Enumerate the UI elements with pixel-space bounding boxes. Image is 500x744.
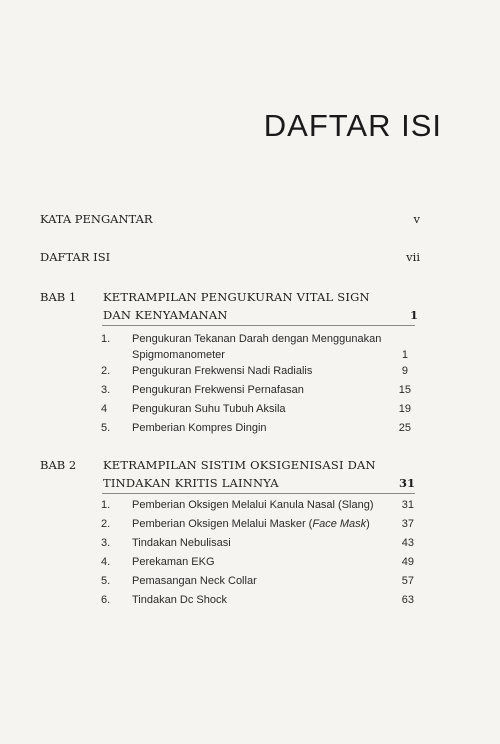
chapter-page: 31 — [398, 476, 415, 490]
item-title: Pemberian Oksigen Melalui Kanula Nasal (Slang) — [132, 499, 374, 511]
chapter-divider — [102, 493, 415, 494]
item-title: Pengukuran Tekanan Darah dengan Menggunakan — [132, 333, 382, 345]
chapter-label: BAB 2 — [40, 458, 77, 472]
chapter-title-line2: DAN KENYAMANAN — [103, 308, 228, 322]
item-page: 31 — [401, 499, 414, 511]
item-number: 3. — [101, 384, 111, 396]
chapter-label: BAB 1 — [40, 290, 77, 304]
chapter-title-line2: TINDAKAN KRITIS LAINNYA — [103, 476, 279, 490]
toc-entry-daftar-isi: DAFTAR ISI — [40, 250, 111, 264]
item-number: 1. — [101, 499, 111, 511]
item-number: 5. — [101, 575, 111, 587]
item-number: 2. — [101, 518, 111, 530]
chapter-title-line1: KETRAMPILAN SISTIM OKSIGENISASI DAN — [103, 458, 376, 472]
item-title: Tindakan Nebulisasi — [132, 537, 231, 549]
item-title-italic: Face Mask — [312, 518, 367, 530]
item-title: Perekaman EKG — [132, 556, 215, 568]
item-page: 9 — [401, 365, 408, 377]
item-page: 37 — [401, 518, 414, 530]
item-title: Pengukuran Frekwensi Pernafasan — [132, 384, 304, 396]
item-number: 6. — [101, 594, 111, 606]
chapter-divider — [102, 325, 415, 326]
item-number: 5. — [101, 422, 111, 434]
item-number: 4. — [101, 556, 111, 568]
item-page: 19 — [398, 403, 411, 415]
item-page: 25 — [398, 422, 411, 434]
chapter-title-line1: KETRAMPILAN PENGUKURAN VITAL SIGN — [103, 290, 370, 304]
item-number: 2. — [101, 365, 111, 377]
item-title: Tindakan Dc Shock — [132, 594, 227, 606]
item-number: 1. — [101, 333, 111, 345]
item-title: Pengukuran Frekwensi Nadi Radialis — [132, 365, 313, 377]
item-page: 15 — [398, 384, 411, 396]
page-title: DAFTAR ISI — [263, 108, 442, 143]
toc-page-daftar-isi: vii — [406, 250, 420, 264]
item-title-cont: Spigmomanometer — [132, 349, 225, 361]
toc-entry-kata-pengantar: KATA PENGANTAR — [40, 212, 153, 226]
item-page: 49 — [401, 556, 414, 568]
item-title: Pemberian Kompres Dingin — [132, 422, 267, 434]
item-page: 1 — [401, 349, 408, 361]
toc-page-kata-pengantar: v — [413, 212, 420, 226]
item-title: Pengukuran Suhu Tubuh Aksila — [132, 403, 286, 415]
item-page: 43 — [401, 537, 414, 549]
item-number: 3. — [101, 537, 111, 549]
item-title: Pemasangan Neck Collar — [132, 575, 257, 587]
item-number: 4 — [101, 403, 108, 415]
item-title: Pemberian Oksigen Melalui Masker (Face Mask) — [132, 518, 370, 530]
item-page: 57 — [401, 575, 414, 587]
chapter-page: 1 — [409, 308, 418, 322]
item-page: 63 — [401, 594, 414, 606]
